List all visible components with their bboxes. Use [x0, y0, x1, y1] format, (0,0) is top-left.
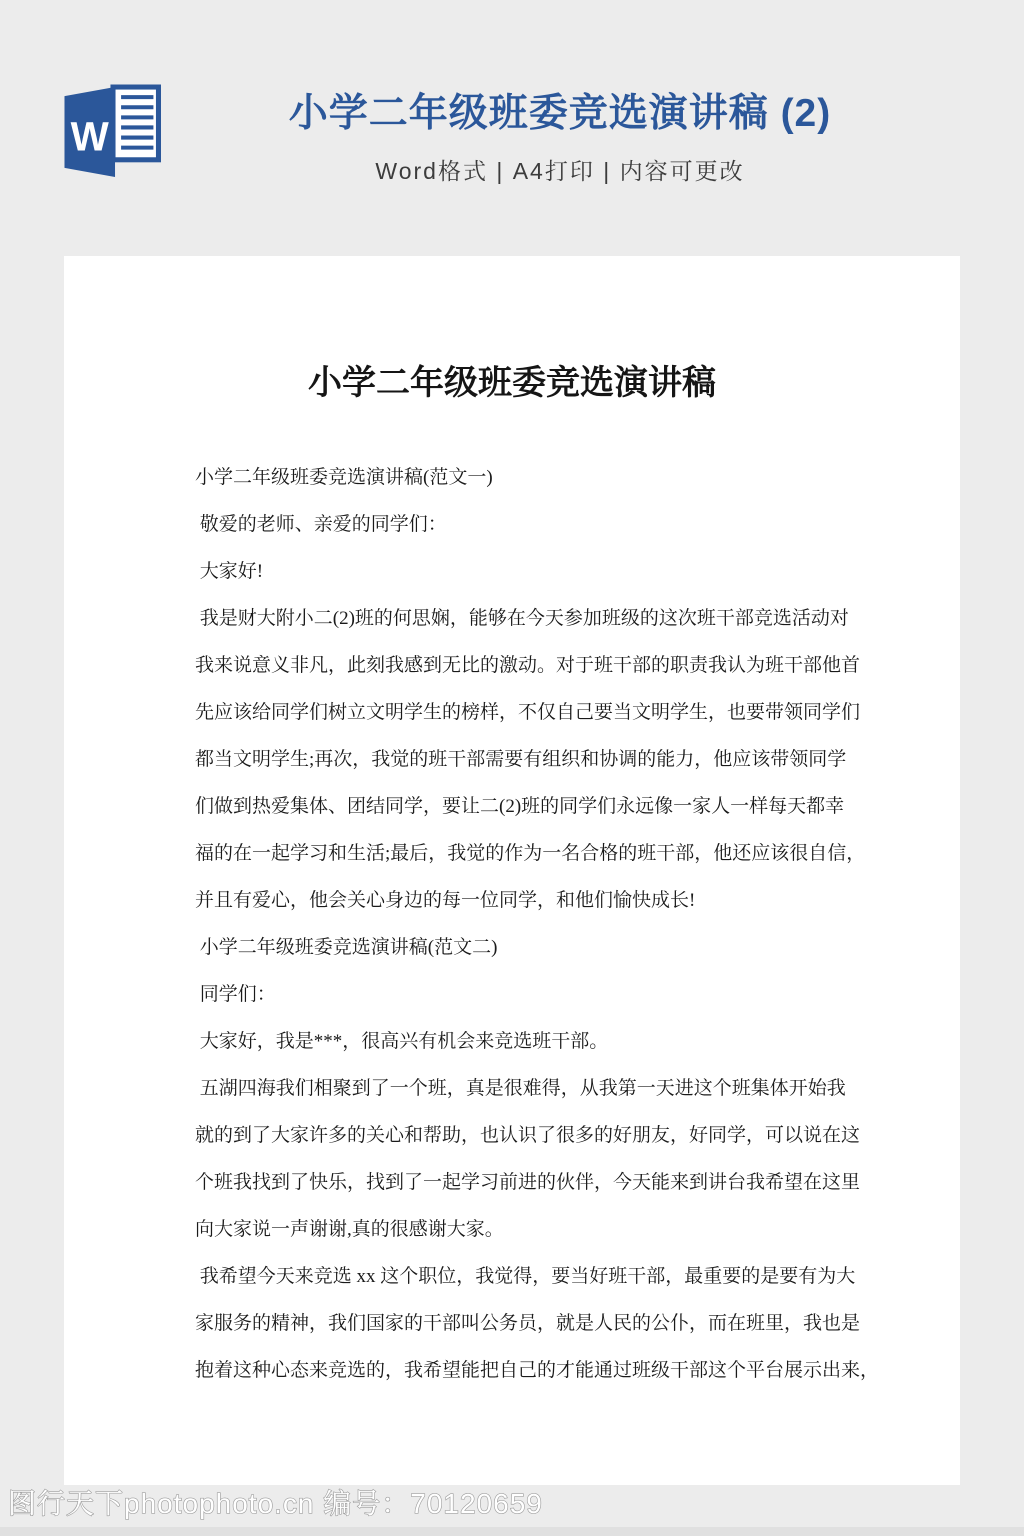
doc-line: 敬爱的老师、亲爱的同学们： — [195, 514, 447, 535]
doc-line: 就的到了大家许多的关心和帮助，也认识了很多的好朋友，好同学，可以说在这 — [195, 1125, 861, 1146]
doc-line: 都当文明学生;再次，我觉的班干部需要有组织和协调的能力，他应该带领同学 — [195, 749, 847, 770]
watermark-text: 图行天下photophoto.cn 编号：70120659 — [8, 1488, 543, 1519]
doc-line: 我来说意义非凡，此刻我感到无比的激动。对于班干部的职责我认为班干部他首 — [195, 655, 861, 676]
doc-line: 大家好! — [195, 561, 264, 582]
doc-line: 们做到热爱集体、团结同学，要让二(2)班的同学们永远像一家人一样每天都幸 — [195, 796, 845, 817]
doc-line: 我是财大附小二(2)班的何思娴，能够在今天参加班级的这次班干部竞选活动对 — [195, 608, 849, 629]
header-text-block — [96, 0, 1024, 256]
doc-line: 福的在一起学习和生活;最后，我觉的作为一名合格的班干部，他还应该很自信， — [195, 843, 866, 864]
doc-line: 五湖四海我们相聚到了一个班，真是很难得，从我第一天进这个班集体开始我 — [195, 1078, 846, 1099]
bottom-strip — [0, 1527, 1024, 1536]
doc-line: 先应该给同学们树立文明学生的榜样，不仅自己要当文明学生，也要带领同学们 — [195, 702, 861, 723]
header-title: 小学二年级班委竞选演讲稿 (2) — [288, 92, 832, 135]
doc-line: 并且有爱心，他会关心身边的每一位同学，和他们愉快成长! — [195, 890, 696, 911]
doc-line: 抱着这种心态来竞选的，我希望能把自己的才能通过班级干部这个平台展示出来， — [195, 1360, 880, 1381]
document-title: 小学二年级班委竞选演讲稿 — [308, 365, 716, 402]
doc-line: 同学们： — [195, 984, 276, 1005]
document-body — [195, 454, 880, 1394]
doc-line: 我希望今天来竞选 xx 这个职位，我觉得，要当好班干部，最重要的是要有为大 — [195, 1266, 856, 1287]
header-subtitle: Word格式 | A4打印 | 内容可更改 — [375, 158, 745, 184]
word-letter: W — [70, 113, 109, 160]
header — [0, 0, 1024, 256]
doc-line: 小学二年级班委竞选演讲稿(范文二) — [195, 937, 498, 958]
doc-line: 个班我找到了快乐，找到了一起学习前进的伙伴，今天能来到讲台我希望在这里 — [195, 1172, 861, 1193]
document-page — [64, 256, 960, 1485]
doc-line: 大家好，我是***，很高兴有机会来竞选班干部。 — [195, 1031, 609, 1052]
doc-line: 家服务的精神，我们国家的干部叫公务员，就是人民的公仆，而在班里，我也是 — [195, 1313, 861, 1334]
doc-line: 向大家说一声谢谢,真的很感谢大家。 — [195, 1219, 504, 1240]
doc-line: 小学二年级班委竞选演讲稿(范文一) — [195, 467, 493, 488]
